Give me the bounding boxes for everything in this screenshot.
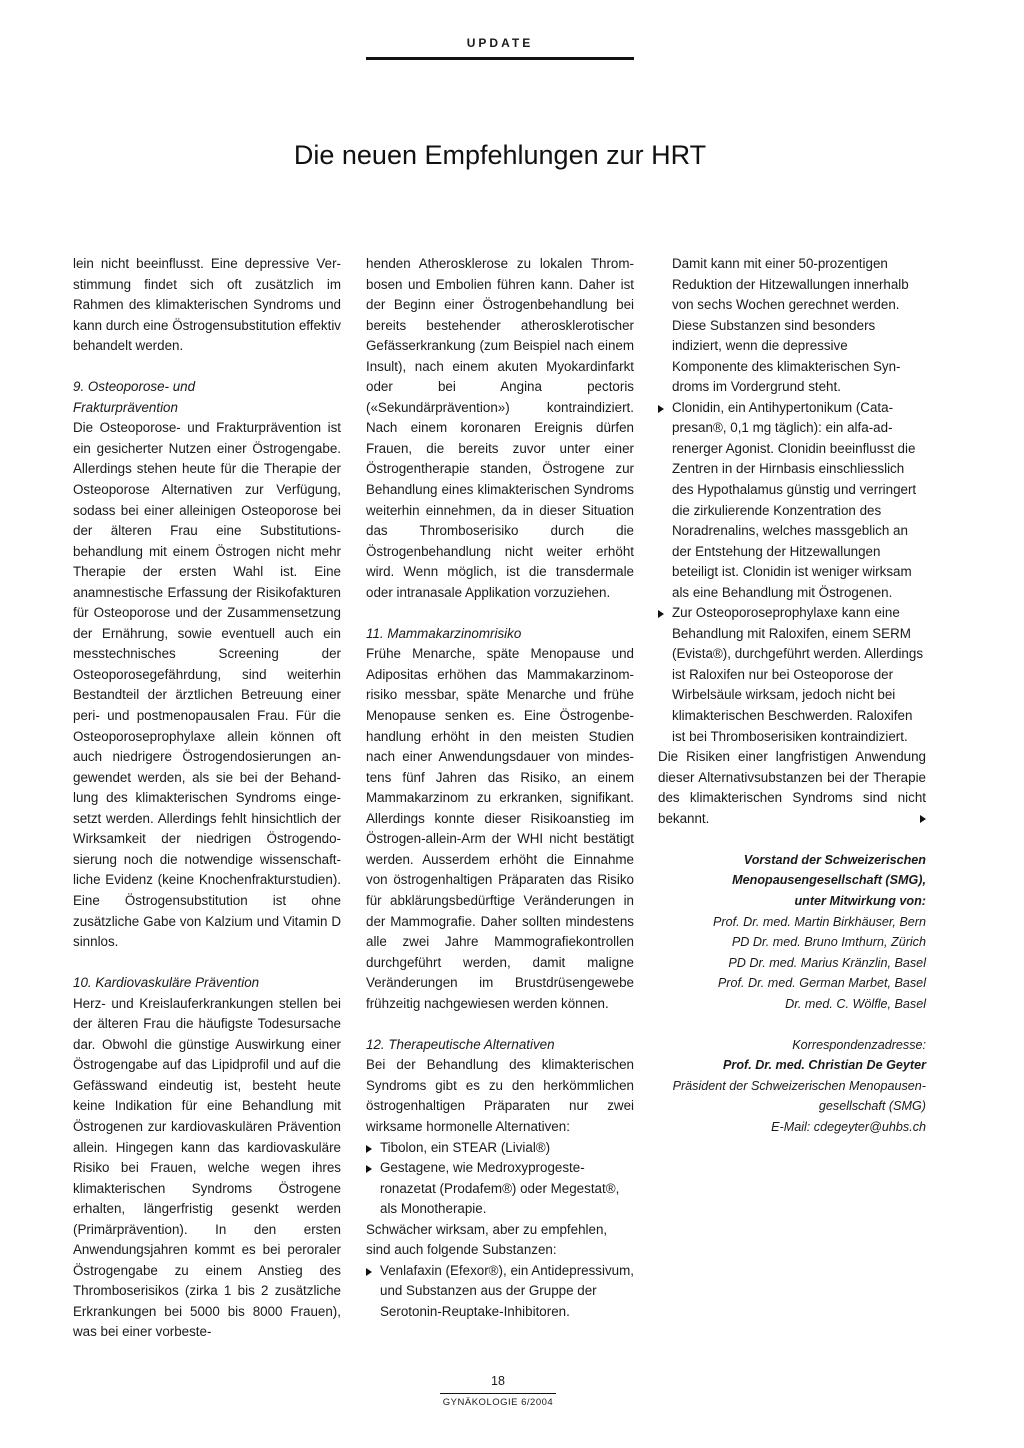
page-number: 18 [491, 1374, 505, 1388]
paragraph: Herz- und Kreislauferkrankungen stellen bei der älteren Frau die häufigste Todesursache dar. Obwohl die günstige Auswirkung einer Östrogengabe auf das Lipidprofil und auf die Gefässwand eindeutig ist, besteht heute keine Indikation für eine Behandlung mit Östrogenen zur kardiovaskulären Prävention allein. Hingegen kann das kardiovaskuläre Risiko bei Frauen, welche wegen ihres klimakterischen Syndroms Östrogene erhalten, längerfristig gesenkt werden (Primärprävention). In den ersten Anwendungsjahren kommt es bei peroraler Östrogengabe zu einem Anstieg des Thromboserisikos (zirka 1 bis 2 zusätzliche Erkrankungen bei 5000 bis 8000 Frauen), was bei einer vorbeste- [73, 995, 341, 1340]
section-heading: 11. Mammakarzinomrisiko [366, 625, 522, 641]
section-rule [366, 57, 634, 60]
column-1 [73, 254, 341, 1343]
author-line: Dr. med. C. Wölfle, Basel [785, 996, 926, 1011]
closing-text: Die Risiken einer langfristigen Anwendung dieser Alternativsubstanzen bei der Therapie des klimakterischen Syndroms sind nicht bekannt. [658, 749, 926, 826]
list-item [366, 1158, 620, 1220]
paragraph: Damit kann mit einer 50-prozentigen Reduktion der Hitzewallungen innerhalb von sechs Wochen gerechnet werden. Diese Substanzen sind besonders indiziert, wenn die depressive Komponente des klimakterischen Syndroms im Vordergrund steht. [672, 256, 909, 395]
column-2 [366, 254, 634, 1322]
author-line: Prof. Dr. med. Martin Birkhäuser, Bern [713, 914, 926, 929]
paragraph: Schwächer wirksam, aber zu empfehlen, sind auch folgende Substanzen: [366, 1221, 608, 1258]
correspondence-name: Prof. Dr. med. Christian De Geyter [723, 1058, 926, 1073]
list-item-text: Zur Osteoporoseprophylaxe kann eine Behandlung mit Raloxifen, einem SERM (Evista®), durchgeführt werden. Allerdings ist Raloxifen nur bei Osteoporose der Wirbelsäule wirksam, jedoch nicht bei klimakterischen Beschwerden. Raloxifen ist bei Thromboserisiken kontraindiziert. [672, 605, 924, 744]
column-3 [658, 254, 926, 1138]
paragraph: Bei der Behandlung des klimakterischen Syndroms gibt es zu den herkömmlichen östrogenhaltigen Präparaten nur zwei wirksame hormonelle Alternativen: [366, 1057, 634, 1134]
bullet-list [658, 398, 926, 747]
section-heading: 10. Kardiovaskuläre Prävention [73, 975, 260, 991]
list-item-text: Tibolon, ein STEAR (Livial®) [380, 1139, 551, 1155]
footer-rule [440, 1393, 556, 1394]
end-mark-icon [920, 815, 926, 823]
correspondence-role: gesellschaft (SMG) [818, 1099, 926, 1114]
correspondence-role: Präsident der Schweizerischen Menopausen- [672, 1078, 926, 1093]
paragraph: Die Osteoporose- und Frakturprävention ist ein gesicherter Nutzen einer Östrogengabe. Allerdings stehen heute für die Therapie der Osteoporose Alternativen zur Verfügung, sodass bei einer alleinigen Osteoporose bei der älteren Frau eine Substitutionsbehandlung mit einem Östrogen nicht mehr Therapie der ersten Wahl ist. Eine anamnestische Erfassung der Risikofakturen für Osteoporose und der Zusammensetzung der Ernährung, sowie eventuell auch ein messtechnisches Screening der Osteoporosegefährdung, sind weiterhin Bestandteil der ärztlichen Betreuung einer peri- und postmenopausalen Frau. Für die Osteoporoseprophylaxe allein können oft auch niedrigere Östrogendosierungen angewendet werden, als sie bei der Behandlung des klimakterischen Syndroms eingesetzt werden. Allerdings fehlt hinsichtlich der Wirksamkeit der niedrigen Östrogendosierung noch die notwendige wissenschaftliche Evidenz (keine Knochenfrakturstudien). Eine Östrogensubstitution ist ohne zusätzliche Gabe von Kalzium und Vitamin D sinnlos. [73, 420, 341, 950]
bullet-list [366, 1138, 634, 1220]
journal-name: GYNÄKOLOGIE 6/2004 [442, 1397, 554, 1408]
bullet-icon [366, 1145, 372, 1153]
list-item-text: Clonidin, ein Antihypertonikum (Catapresan®, 0,1 mg täglich): ein alfa-adrenerger Agonist. Clonidin beeinflusst die Zentren in der Hirnbasis einschliesslich des Hypothalamus günstig und verringert die zirkulierende Konzentration des Noradrenalins, welches massgeblich an der Entstehung der Hitzewallungen beteiligt ist. Clonidin ist weniger wirksam als eine Behandlung mit Östrogenen. [672, 399, 917, 600]
credits [658, 850, 926, 1138]
paragraph [658, 747, 926, 829]
board-line: Vorstand der Schweizerischen [743, 852, 926, 867]
paragraph: henden Atherosklerose zu lokalen Thrombosen und Embolien führen kann. Daher ist der Beginn einer Östrogenbehandlung bei bereits bestehender atherosklerotischer Gefässerkrankung (zum Beispiel nach einem Insult), nach einem akuten Myokardinfarkt oder bei Angina pectoris («Sekundärprävention») kontraindiziert. Nach einem koronaren Ereignis dürfen Frauen, die bereits zuvor unter einer Östrogentherapie standen, Östrogene zur Behandlung eines klimakterischen Syndroms weiterhin einnehmen, da in dieser Situation das Thromboserisiko durch die Östrogenbehandlung nicht weiter erhöht wird. Wenn möglich, ist die transdermale oder intranasale Applikation vorzuziehen. [366, 256, 634, 600]
list-item-text: Venlafaxin (Efexor®), ein Antidepressivum, und Substanzen aus der Gruppe der Serotonin-Reuptake-Inhibitoren. [380, 1262, 634, 1319]
section-heading: 12. Therapeutische Alternativen [366, 1036, 555, 1052]
bullet-icon [366, 1165, 372, 1173]
author-line: PD Dr. med. Bruno Imthurn, Zürich [731, 935, 926, 950]
author-line: PD Dr. med. Marius Kränzlin, Basel [728, 955, 926, 970]
section-heading: 9. Osteoporose- und Frakturprävention [73, 379, 196, 415]
correspondence-label: Korrespondenzadresse: [792, 1037, 926, 1052]
list-item [366, 1138, 634, 1159]
bullet-icon [658, 610, 664, 618]
paragraph: lein nicht beeinflusst. Eine depressive Verstimmung findet sich oft zusätzlich im Rahmen des klimakterischen Syndroms und kann durch eine Östrogensubstitution effektiv behandelt werden. [73, 256, 341, 354]
correspondence-email: E-Mail: cdegeyter@uhbs.ch [771, 1119, 926, 1134]
board-line: unter Mitwirkung von: [794, 893, 926, 908]
list-item [658, 398, 926, 603]
section-label: UPDATE [466, 36, 534, 50]
bullet-list [366, 1261, 634, 1323]
paragraph: Frühe Menarche, späte Menopause und Adipositas erhöhen das Mammakarzinomrisiko messbar, späte Menarche und frühe Menopause senken es. Eine Östrogenbehandlung erhöht in den meisten Studien nach einer Anwendungsdauer von mindestens fünf Jahren das Risiko, an einem Mammakarzinom zu erkranken, signifikant. Allerdings konnte dieser Risikoanstieg im Östrogen-allein-Arm der WHI nicht bestätigt werden. Ausserdem erhöht die Einnahme von östrogenhaltigen Präparaten das Risiko für abklärungsbedürftige Veränderungen in der Mammografie. Daher sollten mindestens alle zwei Jahre Mammografiekontrollen durchgeführt werden, damit maligne Veränderungen im Brustdrüsengewebe frühzeitig nachgewiesen werden können. [366, 646, 634, 1011]
list-item [366, 1261, 634, 1323]
bullet-icon [658, 405, 664, 413]
list-item [658, 603, 926, 747]
page-title: Die neuen Empfehlungen zur HRT [293, 140, 707, 170]
board-line: Menopausengesellschaft (SMG), [732, 873, 926, 888]
author-line: Prof. Dr. med. German Marbet, Basel [717, 976, 926, 991]
list-item-text: Gestagene, wie Medroxyprogesteronazetat (Prodafem®) oder Megestat®, als Monotherapie. [380, 1160, 620, 1217]
bullet-icon [366, 1268, 372, 1276]
